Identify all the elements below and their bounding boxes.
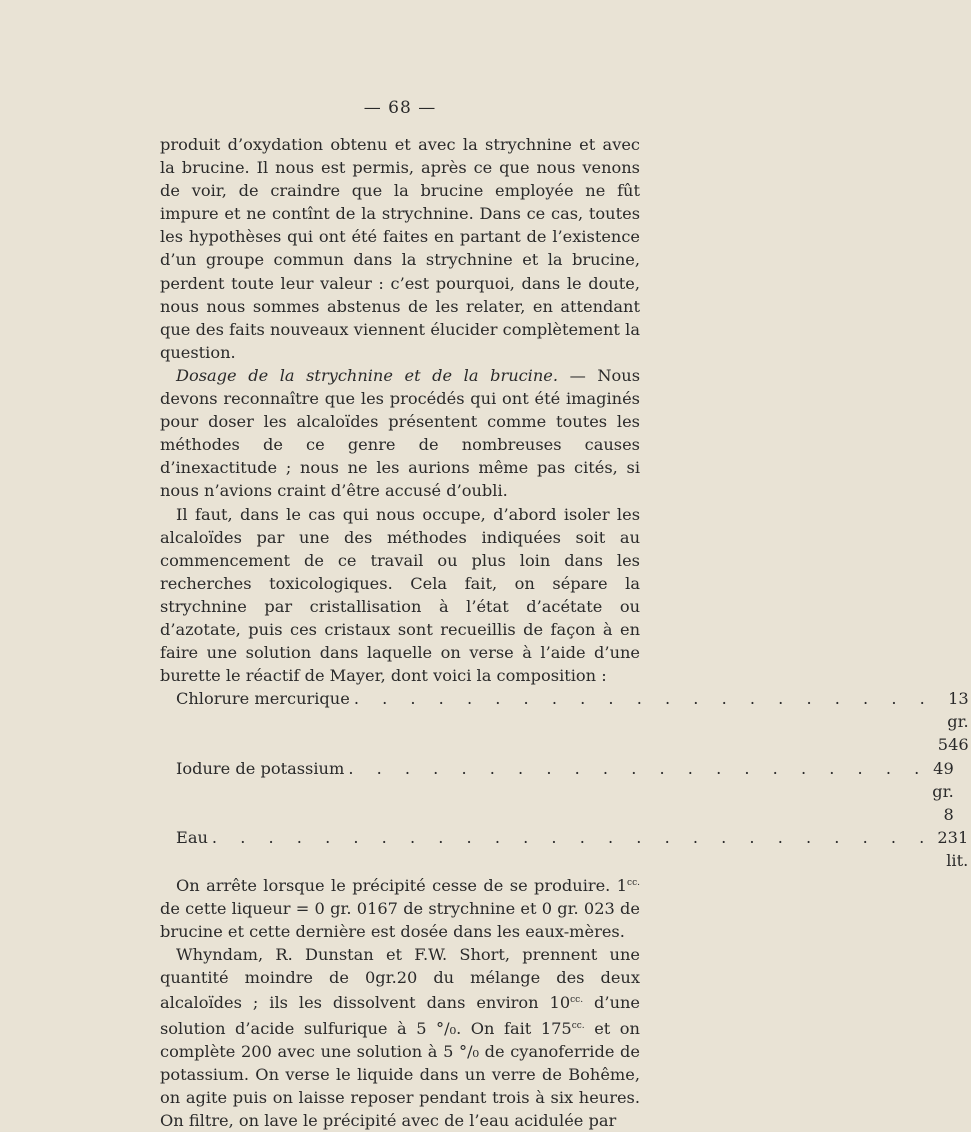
paragraph-5-text-b: d’une solution d’acide sulfurique à 5 °/₀. On fait 175 (160, 993, 640, 1038)
composition-row (160, 757, 954, 826)
leader-dots: . . . . . . . . . . . . . . . . . . . . . . . . . . (211, 827, 934, 847)
page-body (160, 133, 969, 1132)
composition-row (160, 687, 969, 756)
paragraph-5-text-c: et on complète 200 avec une solution à 5 °/₀ de cyanoferride de potassium. On verse le liquide dans un verre de Bohême, on agite puis on laisse reposer pendant trois à six heures. On filtre, on lave le précipité avec de l’eau acidulée par (160, 1018, 640, 1130)
paragraph-4-text-a: On arrête lorsque le précipité cesse de se produire. 1 (176, 876, 628, 895)
ingredient-label: Iodure de potassium (176, 758, 345, 778)
unit-superscript: cc. (571, 1020, 585, 1031)
ingredient-label: Eau (176, 827, 208, 847)
composition-row (160, 826, 969, 872)
leader-dots: . . . . . . . . . . . . . . . . . . . . . (353, 689, 934, 709)
ingredient-amount: 231 lit. (937, 827, 969, 870)
paragraph-4 (160, 872, 640, 943)
paragraph-2-text: — Nous devons reconnaître que les procédés qui ont été imaginés pour doser les alcaloïdes présentent comme toutes les méthodes de ce genre de nombreuses causes d’inexactitude ; nous ne les aurions même pas cités, si nous n’avions craint d’être accusé d’oubli. (160, 365, 641, 501)
leader-dots: . . . . . . . . . . . . . . . . . . . . . (348, 758, 929, 778)
paragraph-2 (160, 364, 640, 503)
ingredient-amount: 49 gr. 8 (932, 758, 954, 824)
section-title: Dosage de la strychnine et de la brucine. (176, 365, 559, 385)
ingredient-label: Chlorure mercurique (176, 689, 350, 709)
paragraph-3: Il faut, dans le cas qui nous occupe, d’abord isoler les alcaloïdes par une des méthodes indiquées soit au commencement de ce travail ou plus loin dans les recherches toxicologiques. Cela fait, on sépare la strychnine par cristallisation à l’état d’acétate ou d’azotate, puis ces cristaux sont recueillis de façon à en faire une solution dans laquelle on verse à l’aide d’une burette le réactif de Mayer, dont voici la composition : (160, 504, 640, 686)
ingredient-amount: 13 gr. 546 (937, 689, 969, 755)
unit-superscript: cc. (570, 995, 584, 1006)
paragraph-4-text-b: de cette liqueur = 0 gr. 0167 de strychnine et 0 gr. 023 de brucine et cette dernière est dosée dans les eaux-mères. (160, 899, 640, 942)
paragraph-5-text-a: Whyndam, R. Dunstan et F.W. Short, prennent une quantité moindre de 0gr.20 du mélange des deux alcaloïdes ; ils les dissolvent dans environ 10 (160, 945, 640, 1013)
paragraph-5 (160, 943, 640, 1132)
page-number: — 68 — (363, 98, 437, 118)
composition-table (160, 687, 969, 872)
paragraph-1: produit d’oxydation obtenu et avec la strychnine et avec la brucine. Il nous est permis, après ce que nous venons de voir, de craindre que la brucine employée ne fût impure et ne contînt de la strychnine. Dans ce cas, toutes les hypothèses qui ont été faites en partant de l’existence d’un groupe commun dans la strychnine et la brucine, perdent toute leur valeur : c’est pourquoi, dans le doute, nous nous sommes abstenus de les relater, en attendant que des faits nouveaux viennent élucider complètement la question. (160, 135, 640, 362)
unit-superscript: cc. (627, 878, 640, 888)
